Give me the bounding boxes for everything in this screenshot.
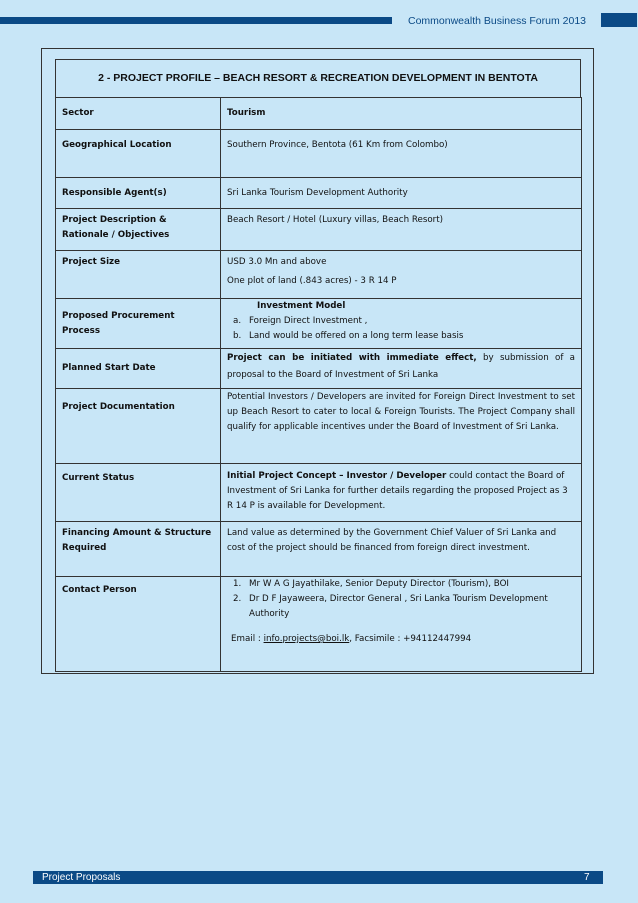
row-status <box>56 464 582 522</box>
list-item: a. Foreign Direct Investment , <box>233 316 368 326</box>
description-value: Beach Resort / Hotel (Luxury villas, Beach Resort) <box>221 209 582 251</box>
status-emphasis: Initial Project Concept – Investor / Developer <box>227 471 447 481</box>
start-date-emphasis: Project can be initiated with immediate effect, <box>227 353 477 363</box>
description-label-line1: Project Description & <box>62 215 167 225</box>
profile-table <box>55 97 582 672</box>
sector-label: Sector <box>56 98 221 130</box>
start-date-label: Planned Start Date <box>56 349 221 389</box>
description-label <box>56 209 221 251</box>
procurement-value <box>221 299 582 349</box>
list-item: 2. Dr D F Jayaweera, Director General , Sri Lanka Tourism Development Authority <box>233 594 548 619</box>
contact-list <box>227 577 575 622</box>
financing-label <box>56 522 221 577</box>
agent-label: Responsible Agent(s) <box>56 178 221 209</box>
status-text: could contact the Board of Investment of Sri Lanka for further details regarding the proposed Project as 3 R 14 P is available for Development. <box>227 471 568 511</box>
email-label: Email : <box>231 634 264 644</box>
financing-value: Land value as determined by the Government Chief Valuer of Sri Lanka and cost of the project should be financed from foreign direct investment. <box>221 522 582 577</box>
page-number: 7 <box>584 872 590 883</box>
contact-label: Contact Person <box>56 577 221 672</box>
row-agent <box>56 178 582 209</box>
email-link[interactable]: info.projects@boi.lk <box>263 634 350 644</box>
size-line1: USD 3.0 Mn and above <box>227 257 327 267</box>
location-value: Southern Province, Bentota (61 Km from Colombo) <box>221 130 582 178</box>
contact-details <box>227 632 575 647</box>
row-financing <box>56 522 582 577</box>
size-line2: One plot of land (.843 acres) - 3 R 14 P <box>227 276 397 286</box>
size-value <box>221 251 582 299</box>
procurement-label-line2: Process <box>62 325 101 336</box>
start-date-text: by submission of a proposal to the Board of Investment of Sri Lanka <box>227 353 575 380</box>
start-date-value <box>221 349 582 389</box>
row-start-date <box>56 349 582 389</box>
row-contact <box>56 577 582 672</box>
list-item: b. Land would be offered on a long term lease basis <box>233 331 464 341</box>
size-label: Project Size <box>56 251 221 299</box>
profile-title: 2 - PROJECT PROFILE – BEACH RESORT & RECREATION DEVELOPMENT IN BENTOTA <box>55 59 581 97</box>
row-description <box>56 209 582 251</box>
header-bar-left <box>0 17 393 24</box>
financing-label-line1: Financing Amount & Structure <box>62 528 212 538</box>
status-label: Current Status <box>56 464 221 522</box>
header-title: Commonwealth Business Forum 2013 <box>392 14 602 28</box>
footer-section: Project Proposals <box>42 872 121 883</box>
list-item: 1. Mr W A G Jayathilake, Senior Deputy Director (Tourism), BOI <box>233 579 509 589</box>
investment-model-heading: Investment Model <box>257 301 346 311</box>
description-label-line2: Rationale / Objectives <box>62 230 170 240</box>
contact-value <box>221 577 582 672</box>
row-procurement <box>56 299 582 349</box>
row-sector <box>56 98 582 130</box>
documentation-value: Potential Investors / Developers are invited for Foreign Direct Investment to set up Beach Resort to cater to local & Foreign Tourists. The Project Company shall qualify for applicable incentives under the Board of Investment of Sri Lanka. <box>221 389 582 464</box>
financing-label-line2: Required <box>62 543 107 553</box>
row-size <box>56 251 582 299</box>
procurement-label-line1: Proposed Procurement <box>62 310 175 321</box>
fax-text: , Facsimile : +94112447994 <box>349 634 472 644</box>
header-bar-right <box>601 13 637 27</box>
row-location <box>56 130 582 178</box>
sector-value: Tourism <box>221 98 582 130</box>
status-value <box>221 464 582 522</box>
procurement-label <box>56 299 221 349</box>
agent-value: Sri Lanka Tourism Development Authority <box>221 178 582 209</box>
investment-model-list <box>227 314 575 344</box>
location-label: Geographical Location <box>56 130 221 178</box>
documentation-label: Project Documentation <box>56 389 221 464</box>
row-documentation <box>56 389 582 464</box>
